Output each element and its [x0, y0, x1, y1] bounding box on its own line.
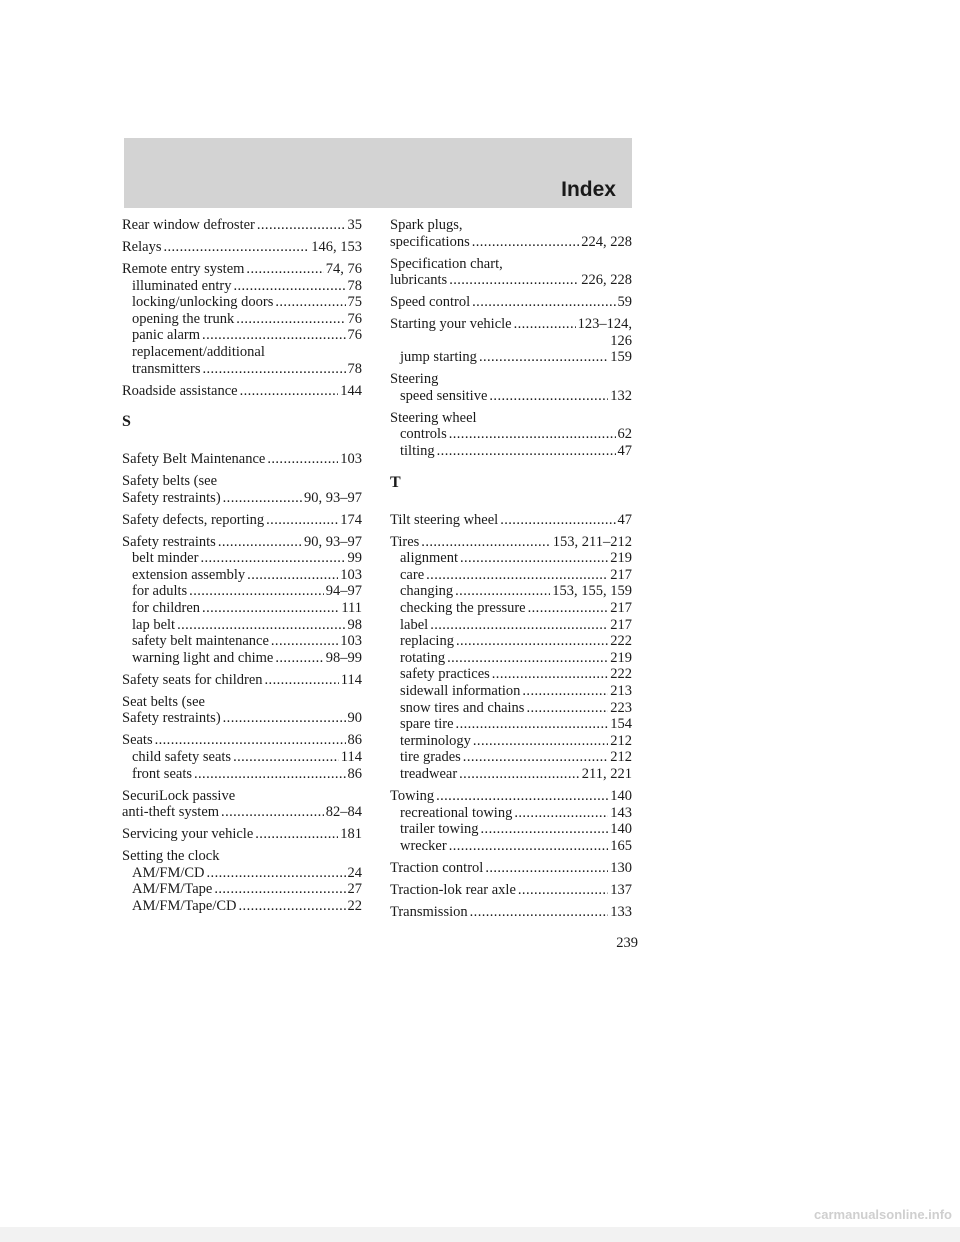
index-page-ref: 222	[610, 633, 632, 650]
index-page-ref: 74, 76	[325, 260, 362, 277]
index-entry	[122, 826, 362, 843]
index-entry	[122, 534, 362, 667]
index-page-ref: 47	[617, 511, 632, 528]
index-page-ref: 165	[610, 837, 632, 854]
index-page-ref: 153, 155, 159	[552, 583, 632, 600]
index-term: Tilt steering wheel	[390, 511, 499, 528]
index-term: Traction-lok rear axle	[390, 881, 516, 898]
section-letter: S	[122, 413, 131, 431]
index-subentry	[390, 600, 632, 617]
index-line	[122, 732, 362, 749]
index-page-ref: 82–84	[325, 804, 362, 821]
index-line	[390, 272, 632, 289]
dot-leader	[189, 583, 324, 600]
index-term: replacement/additional	[132, 343, 265, 360]
dot-leader	[449, 426, 616, 443]
index-subentry	[390, 666, 632, 683]
index-page-ref: 211, 221	[581, 765, 632, 782]
index-page-ref: 114	[340, 671, 362, 688]
index-subentry	[390, 650, 632, 667]
index-page-ref: 154	[610, 716, 632, 733]
index-line	[122, 534, 362, 551]
index-subentry	[122, 898, 362, 915]
dot-leader	[436, 788, 608, 805]
index-term: Safety Belt Maintenance	[122, 451, 266, 468]
index-entry	[122, 512, 362, 529]
index-page-ref: 99	[347, 550, 362, 567]
index-subentry	[390, 700, 632, 717]
index-term: checking the pressure	[400, 600, 526, 617]
index-term: wrecker	[400, 837, 447, 854]
index-line	[390, 512, 632, 529]
index-page-ref: 103	[340, 633, 362, 650]
index-term: Roadside assistance	[122, 382, 238, 399]
index-page-ref: 143	[610, 804, 632, 821]
index-page-continuation	[390, 333, 632, 350]
index-line	[122, 788, 362, 805]
index-term: Safety belts (see	[122, 473, 218, 490]
index-term: recreational towing	[400, 804, 513, 821]
index-term: transmitters	[132, 360, 201, 377]
dot-leader	[463, 749, 608, 766]
dot-leader	[194, 766, 346, 783]
index-subentry	[122, 766, 362, 783]
index-page-ref: 137	[610, 881, 632, 898]
index-term: tilting	[400, 443, 435, 460]
dot-leader	[449, 838, 609, 855]
dot-leader	[233, 278, 345, 295]
dot-leader	[430, 617, 608, 634]
dot-leader	[266, 512, 338, 529]
index-entry	[122, 672, 362, 689]
index-page-ref: 123–124,	[577, 316, 632, 333]
index-page-ref: 24	[347, 864, 362, 881]
index-page-ref: 111	[341, 600, 362, 617]
index-entry	[390, 788, 632, 854]
index-term: warning light and chime	[132, 649, 274, 666]
index-page-ref: 140	[610, 821, 632, 838]
index-subentry	[122, 344, 362, 361]
index-line	[122, 826, 362, 843]
dot-leader	[221, 804, 324, 821]
dot-leader	[247, 567, 338, 584]
dot-leader	[202, 361, 345, 378]
dot-leader	[240, 383, 339, 400]
index-page-ref: 62	[617, 426, 632, 443]
index-entry	[390, 217, 632, 250]
dot-leader	[421, 534, 550, 551]
dot-leader	[473, 733, 608, 750]
index-page-ref: 35	[347, 217, 362, 233]
index-term: specifications	[390, 233, 470, 250]
dot-leader	[447, 650, 608, 667]
index-term: child safety seats	[132, 748, 232, 765]
index-entry	[390, 294, 632, 311]
index-term: replacing	[400, 633, 454, 650]
index-term: locking/unlocking doors	[132, 294, 274, 311]
index-column-right	[390, 217, 632, 926]
index-line	[122, 473, 362, 490]
index-subentry	[390, 749, 632, 766]
index-page-ref: 103	[340, 566, 362, 583]
index-subentry	[390, 426, 632, 443]
index-term: Safety defects, reporting	[122, 511, 265, 528]
dot-leader	[267, 451, 338, 468]
dot-leader	[514, 316, 576, 333]
index-term: Rear window defroster	[122, 217, 255, 233]
dot-leader	[472, 234, 580, 251]
index-page-ref: 222	[610, 666, 632, 683]
index-entry	[390, 256, 632, 289]
index-term: sidewall information	[400, 683, 521, 699]
index-term: trailer towing	[400, 821, 479, 838]
index-entry	[390, 371, 632, 404]
index-entry	[390, 882, 632, 899]
index-subentry	[122, 633, 362, 650]
index-line	[122, 490, 362, 507]
index-line	[122, 710, 362, 727]
index-entry	[122, 383, 362, 400]
index-page-ref: 86	[347, 765, 362, 782]
index-term: for adults	[132, 583, 188, 600]
index-page-ref: 59	[617, 294, 632, 311]
index-entry	[390, 316, 632, 366]
index-subentry	[122, 617, 362, 634]
index-subentry	[390, 821, 632, 838]
index-term: label	[400, 616, 429, 633]
index-line	[390, 410, 632, 427]
index-term: Servicing your vehicle	[122, 826, 254, 843]
dot-leader	[481, 821, 609, 838]
index-page-ref: 144	[340, 382, 362, 399]
index-entry	[122, 788, 362, 821]
index-page-ref: 126	[610, 332, 632, 349]
index-page-ref: 98–99	[325, 649, 362, 666]
dot-leader	[459, 766, 580, 783]
dot-leader	[437, 443, 616, 460]
index-line	[122, 512, 362, 529]
index-subentry	[390, 583, 632, 600]
dot-leader	[455, 583, 550, 600]
page-title: Index	[561, 178, 616, 201]
dot-leader	[265, 672, 339, 689]
index-line	[122, 672, 362, 689]
index-subentry	[122, 881, 362, 898]
index-line	[122, 451, 362, 468]
dot-leader	[275, 294, 345, 311]
index-line	[390, 316, 632, 333]
index-term: Starting your vehicle	[390, 316, 512, 333]
index-page-ref: 78	[347, 277, 362, 294]
index-term: Spark plugs,	[390, 217, 463, 233]
index-subentry	[390, 349, 632, 366]
dot-leader	[472, 294, 615, 311]
dot-leader	[518, 882, 608, 899]
index-subentry	[390, 617, 632, 634]
index-term: Steering	[390, 371, 439, 388]
index-term: Safety restraints	[122, 533, 216, 550]
index-line	[390, 217, 632, 234]
index-term: spare tire	[400, 716, 454, 733]
index-line	[390, 788, 632, 805]
index-entry	[122, 848, 362, 914]
index-term: Traction control	[390, 859, 484, 876]
index-entry	[122, 239, 362, 256]
index-subentry	[390, 683, 632, 700]
index-page-ref: 224, 228	[581, 233, 632, 250]
index-term: safety belt maintenance	[132, 633, 269, 650]
dot-leader	[155, 732, 346, 749]
index-page-ref: 75	[347, 294, 362, 311]
index-term: Seat belts (see	[122, 693, 205, 710]
dot-leader	[426, 567, 608, 584]
index-term: lap belt	[132, 616, 176, 633]
index-term: treadwear	[400, 765, 458, 782]
index-subentry	[122, 550, 362, 567]
index-term: Relays	[122, 238, 162, 255]
index-subentry	[122, 865, 362, 882]
dot-leader	[492, 666, 608, 683]
dot-leader	[257, 217, 346, 234]
index-term: alignment	[400, 550, 458, 567]
index-entry	[390, 904, 632, 921]
index-line	[390, 256, 632, 273]
index-line	[390, 904, 632, 921]
index-term: Seats	[122, 732, 153, 749]
dot-leader	[246, 261, 323, 278]
index-page-ref: 90, 93–97	[304, 533, 362, 550]
index-page-ref: 159	[610, 349, 632, 366]
index-term: changing	[400, 583, 454, 600]
index-entry	[122, 217, 362, 234]
dot-leader	[528, 600, 609, 617]
index-page-ref: 94–97	[325, 583, 362, 600]
index-term: anti-theft system	[122, 804, 220, 821]
footer-band	[0, 1227, 960, 1242]
index-page-ref: 98	[347, 616, 362, 633]
index-term: Remote entry system	[122, 260, 245, 277]
index-term: AM/FM/Tape/CD	[132, 897, 237, 914]
dot-leader	[200, 550, 345, 567]
index-term: panic alarm	[132, 327, 201, 344]
index-page-ref: 219	[610, 550, 632, 567]
index-term: Safety restraints)	[122, 710, 221, 727]
index-term: Setting the clock	[122, 848, 220, 865]
index-line	[122, 239, 362, 256]
dot-leader	[177, 617, 345, 634]
dot-leader	[233, 749, 339, 766]
dot-leader	[239, 898, 346, 915]
dot-leader	[456, 716, 609, 733]
page-number: 239	[616, 935, 638, 951]
index-term: jump starting	[400, 349, 477, 366]
index-subentry	[390, 733, 632, 750]
index-term: Safety seats for children	[122, 671, 263, 688]
index-subentry	[122, 583, 362, 600]
dot-leader	[255, 826, 338, 843]
index-subentry	[122, 294, 362, 311]
index-term: opening the trunk	[132, 310, 235, 327]
index-term: rotating	[400, 649, 446, 666]
index-term: controls	[400, 426, 447, 443]
index-page-ref: 153, 211–212	[552, 533, 632, 550]
index-page-ref: 219	[610, 649, 632, 666]
index-term: lubricants	[390, 272, 448, 289]
index-page-ref: 90	[347, 710, 362, 727]
index-page-ref: 132	[610, 387, 632, 404]
index-entry	[390, 860, 632, 877]
index-line	[390, 371, 632, 388]
index-line	[390, 294, 632, 311]
index-line	[122, 848, 362, 865]
index-term: tire grades	[400, 749, 461, 766]
index-entry	[122, 732, 362, 782]
dot-leader	[456, 633, 608, 650]
index-subentry	[390, 716, 632, 733]
index-subentry	[390, 567, 632, 584]
dot-leader	[500, 512, 615, 529]
index-page-ref: 174	[340, 511, 362, 528]
index-term: SecuriLock passive	[122, 787, 236, 804]
dot-leader	[526, 700, 608, 717]
index-term: Transmission	[390, 903, 468, 920]
section-letter: T	[390, 473, 401, 491]
index-term: belt minder	[132, 550, 199, 567]
dot-leader	[275, 650, 323, 667]
header-band	[124, 138, 632, 208]
index-subentry	[122, 327, 362, 344]
index-entry	[122, 451, 362, 468]
dot-leader	[163, 239, 309, 256]
index-line	[122, 217, 362, 234]
dot-leader	[214, 881, 345, 898]
index-term: AM/FM/Tape	[132, 881, 213, 898]
index-line	[390, 860, 632, 877]
index-entry	[390, 512, 632, 529]
index-term: extension assembly	[132, 566, 246, 583]
index-term: care	[400, 566, 425, 583]
index-term: Steering wheel	[390, 409, 477, 426]
index-term: speed sensitive	[400, 387, 488, 404]
index-subentry	[122, 567, 362, 584]
dot-leader	[218, 534, 302, 551]
index-subentry	[390, 550, 632, 567]
index-entry	[122, 261, 362, 377]
index-subentry	[390, 838, 632, 855]
dot-leader	[223, 710, 346, 727]
dot-leader	[223, 490, 302, 507]
dot-leader	[485, 860, 608, 877]
index-page-ref: 217	[610, 566, 632, 583]
index-term: Tires	[390, 533, 420, 550]
index-term: AM/FM/CD	[132, 864, 205, 881]
dot-leader	[470, 904, 609, 921]
dot-leader	[236, 311, 345, 328]
index-entry	[390, 410, 632, 460]
dot-leader	[460, 550, 608, 567]
index-entry	[122, 694, 362, 727]
dot-leader	[207, 865, 346, 882]
dot-leader	[271, 633, 338, 650]
index-subentry	[122, 361, 362, 378]
index-page-ref: 140	[610, 787, 632, 804]
index-page-ref: 114	[340, 748, 362, 765]
dot-leader	[514, 805, 608, 822]
index-page-ref: 217	[610, 616, 632, 633]
index-term: terminology	[400, 732, 471, 749]
index-line	[390, 534, 632, 551]
index-column-left	[122, 217, 362, 920]
index-subentry	[390, 388, 632, 405]
index-line	[122, 694, 362, 711]
dot-leader	[522, 683, 608, 700]
index-page-ref: 22	[347, 897, 362, 914]
dot-leader	[479, 349, 608, 366]
index-subentry	[390, 633, 632, 650]
index-page-ref: 212	[610, 732, 632, 749]
watermark-logo: carmanualsonline.info	[814, 1207, 952, 1222]
dot-leader	[202, 327, 345, 344]
index-page-ref: 86	[347, 732, 362, 749]
index-subentry	[122, 278, 362, 295]
index-line	[390, 882, 632, 899]
index-line	[390, 234, 632, 251]
index-entry	[390, 534, 632, 783]
index-page-ref: 130	[610, 859, 632, 876]
index-term: snow tires and chains	[400, 699, 525, 716]
index-page-ref: 76	[347, 310, 362, 327]
index-page-ref: 90, 93–97	[304, 489, 362, 506]
index-term: Specification chart,	[390, 255, 503, 272]
index-page-ref: 146, 153	[311, 238, 362, 255]
index-entry	[122, 473, 362, 506]
index-term: Towing	[390, 787, 435, 804]
index-subentry	[122, 650, 362, 667]
index-page-ref: 212	[610, 749, 632, 766]
index-subentry	[122, 749, 362, 766]
index-page-ref: 217	[610, 600, 632, 617]
index-page-ref: 213	[610, 683, 632, 699]
index-term: Speed control	[390, 294, 471, 311]
dot-leader	[202, 600, 339, 617]
index-page-ref: 181	[340, 826, 362, 843]
index-subentry	[390, 766, 632, 783]
index-term: illuminated entry	[132, 277, 232, 294]
index-term: for children	[132, 600, 201, 617]
index-page-ref: 76	[347, 327, 362, 344]
index-subentry	[122, 600, 362, 617]
index-subentry	[390, 805, 632, 822]
index-term: front seats	[132, 765, 192, 782]
index-page-ref: 133	[610, 903, 632, 920]
index-line	[122, 804, 362, 821]
index-term: safety practices	[400, 666, 490, 683]
dot-leader	[489, 388, 608, 405]
index-page-ref: 27	[347, 881, 362, 898]
index-term: Safety restraints)	[122, 489, 221, 506]
index-subentry	[122, 311, 362, 328]
index-page-ref: 103	[340, 451, 362, 468]
index-line	[122, 383, 362, 400]
index-page-ref: 47	[617, 443, 632, 460]
index-subentry	[390, 443, 632, 460]
index-page-ref: 223	[610, 699, 632, 716]
dot-leader	[449, 272, 579, 289]
index-line	[122, 261, 362, 278]
index-page-ref: 226, 228	[581, 272, 632, 289]
index-page-ref: 78	[347, 360, 362, 377]
